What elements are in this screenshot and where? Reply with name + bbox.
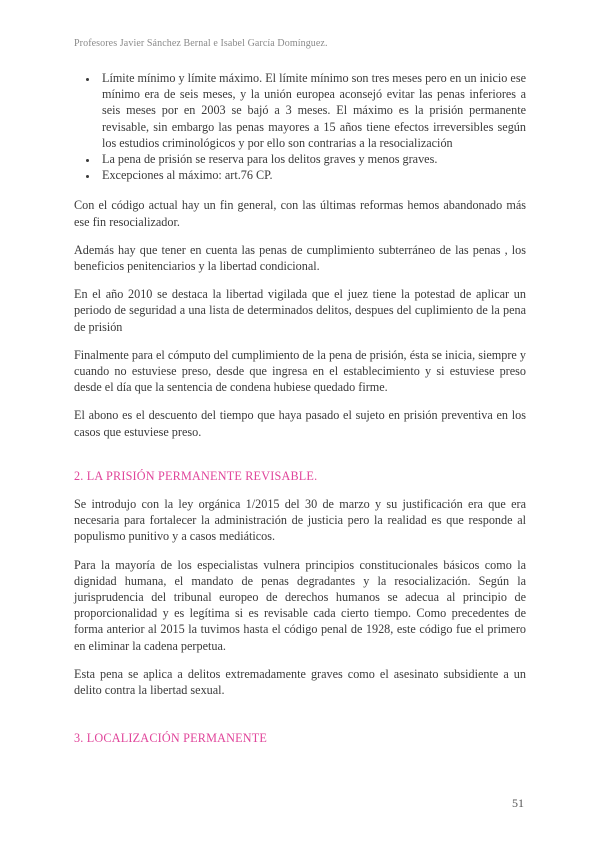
paragraph: El abono es el descuento del tiempo que haya pasado el sujeto en prisión preventiva en los casos que estuviese preso.	[74, 408, 526, 439]
paragraph: Esta pena se aplica a delitos extremadamente graves como el asesinato subsidiente a un delito contra la libertad sexual.	[74, 666, 526, 698]
paragraph: Para la mayoría de los especialistas vulnera principios constitucionales básicos como la dignidad humana, el mandato de penas degradantes y la resocialización. Según la jurisprudencia del tribunal europeo de derechos humanos se adecua al principio de proporcionalidad y es legítima si es revisable cada cierto tiempo. Como precedentes de forma anterior al 2015 la tuvimos hasta el código penal de 1928, este código fue el primero en eliminar la cadena perpetua.	[74, 557, 526, 653]
list-item: • Límite mínimo y límite máximo. El límite mínimo son tres meses pero en un inicio ese mínimo era de seis meses, y la unión europea aconsejó evitar las penas inferiores a seis meses por en 2003 se bajó a 3 meses. El máximo es la prisión permanente revisable, sin embargo las penas mayores a 15 años tiene efectos irreversibles según los estudios criminológicos y por ello son contrarias a la resocialización	[98, 70, 526, 151]
list-item: • Excepciones al máximo: art.76 CP.	[98, 167, 526, 183]
running-header: Profesores Javier Sánchez Bernal e Isabel García Domínguez.	[74, 38, 328, 49]
paragraph: Con el código actual hay un fin general, con las últimas reformas hemos abandonado más ese fin resocializador.	[74, 198, 526, 229]
section-heading-prision-permanente: 2. LA PRISIÓN PERMANENTE REVISABLE.	[74, 468, 318, 483]
bullet-list	[74, 70, 526, 183]
list-item: • La pena de prisión se reserva para los delitos graves y menos graves.	[98, 151, 526, 167]
page-number: 51	[512, 796, 524, 810]
paragraph: Se introdujo con la ley orgánica 1/2015 del 30 de marzo y su justificación era que era necesaria para fortalecer la administración de justicia pero la realidad es que responde al populismo punitivo y a casos mediáticos.	[74, 497, 526, 544]
section-heading-localizacion-permanente: 3. LOCALIZACIÓN PERMANENTE	[74, 731, 268, 746]
page-body	[74, 70, 526, 747]
paragraph: Además hay que tener en cuenta las penas de cumplimiento subterráneo de las penas , los beneficios penitenciarios y la libertad condicional.	[74, 242, 526, 274]
paragraph: Finalmente para el cómputo del cumplimiento de la pena de prisión, ésta se inicia, siempre y cuando no estuviese preso, desde que ingresa en el establecimiento y si estuviese preso desde el día que la sentencia de condena hubiese quedado firme.	[74, 347, 526, 395]
paragraph: En el año 2010 se destaca la libertad vigilada que el juez tiene la potestad de aplicar un periodo de seguridad a una lista de determinados delitos, despues del cuplimiento de la pena de prisión	[74, 287, 526, 334]
